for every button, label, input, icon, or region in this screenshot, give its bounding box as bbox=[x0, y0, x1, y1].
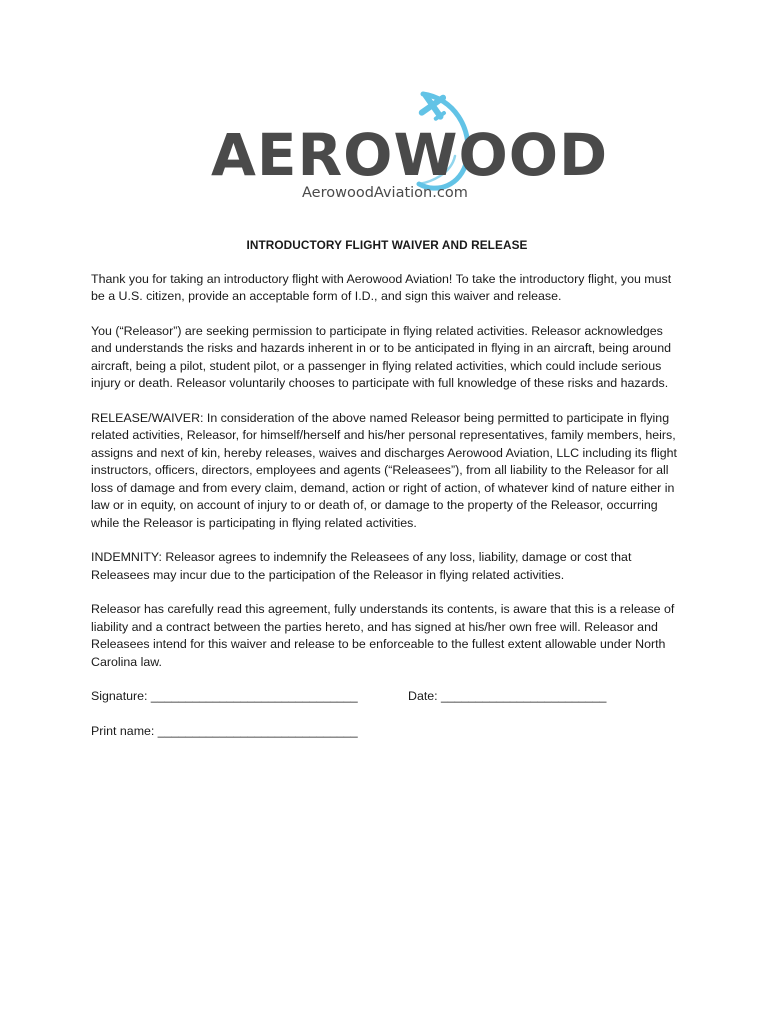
document-title: INTRODUCTORY FLIGHT WAIVER AND RELEASE bbox=[246, 238, 528, 252]
aerowood-logo bbox=[205, 88, 609, 210]
logo-wordmark: AEROWOOD bbox=[211, 121, 609, 189]
print-name-field[interactable]: Print name: _____________________________ bbox=[91, 723, 358, 738]
document-body bbox=[91, 237, 683, 757]
release-waiver-paragraph: RELEASE/WAIVER: In consideration of the above named Releasor being permitted to participate in flying related activities, Releasor, for himself/herself and his/her personal representatives, family members, heirs, assigns and next of kin, hereby releases, waives and discharges Aerowood Aviation, LLC including its flight instructors, officers, directors, employees and agents (“Releasees”), from all liability to the Releasor for all loss of damage and from every claim, demand, action or right of action, of whatever kind of nature either in law or in equity, on account of injury to or death of, or damage to the property of the Releasor, occurring while the Releasor is participating in flying related activities. bbox=[91, 410, 677, 530]
intro-paragraph: Thank you for taking an introductory flight with Aerowood Aviation! To take the introductory flight, you must be a U.S. citizen, provide an acceptable form of I.D., and sign this waiver and release. bbox=[91, 271, 672, 303]
print-name-row bbox=[91, 723, 683, 741]
date-field[interactable]: Date: ________________________ bbox=[408, 689, 607, 703]
releasor-paragraph: You (“Releasor”) are seeking permission to participate in flying related activities. Releasor acknowledges and understands the risks and hazards inherent in or to be anticipated in flying in an aircraft, being around aircraft, being a pilot, student pilot, or a passenger in flying related activities, which could include serious injury or death. Releasor voluntarily chooses to participate with full knowledge of these risks and hazards. bbox=[91, 323, 671, 390]
acknowledgement-paragraph: Releasor has carefully read this agreement, fully understands its contents, is aware that this is a release of liability and a contract between the parties hereto, and has signed at his/her own free will. Releasor and Releasees intend for this waiver and release to be enforceable to the fullest extent allowable under North Carolina law. bbox=[91, 602, 675, 669]
logo-url: AerowoodAviation.com bbox=[302, 185, 468, 201]
signature-field[interactable]: Signature: ______________________________ bbox=[91, 689, 358, 703]
indemnity-paragraph: INDEMNITY: Releasor agrees to indemnify the Releasees of any loss, liability, damage or cost that Releasees may incur due to the participation of the Releasor in flying related activities. bbox=[91, 550, 632, 582]
signature-row bbox=[91, 688, 683, 706]
